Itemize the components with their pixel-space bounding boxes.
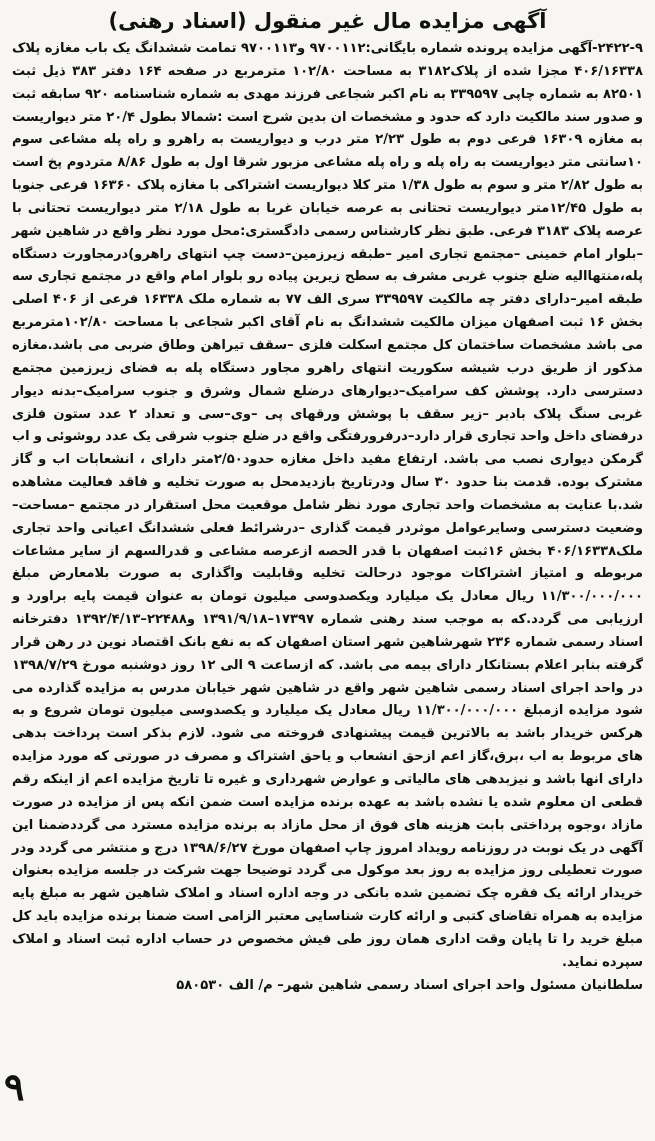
handwritten-page-number: ۹: [4, 1064, 25, 1109]
notice-body: ۲۴۲۲-۹-آگهی مزایده پرونده شماره بایگانی:۹۷۰۰۱۱۲ و۹۷۰۰۱۱۳ تمامت ششدانگ یک باب مغازه پلاک ۴۰۶/۱۶۳۳۸ مجزا شده از پلاک۳۱۸۲ به مساحت ۱۰۲/۸۰ مترمربع در صفحه ۱۶۴ دفتر ۳۸۳ ذیل ثبت ۸۲۵۰۱ به شماره چاپی ۳۳۹۵۹۷ به نام اکبر شجاعی فرزند مهدی به شماره شناسنامه ۹۲۰ سابقه ثبت و صدور سند مالکیت دارد که حدود و مشخصات ان بدین شرح است :شمالا بطول ۲۰/۴ متر دیواریست به مغازه ۱۶۳۰۹ فرعی دوم به طول ۲/۲۳ متر درب و دیواریست به راهرو و راه پله مشاعی سوم ۱۰سانتی متر دیواریست به راه پله و راه پله مشاعی مزبور شرقا اول به طول ۸/۸۶ متردوم پخ است به طول ۲/۸۲ متر و سوم به طول ۱/۳۸ متر کلا دیواریست اشتراکی با مغازه پلاک ۱۶۳۶۰ فرعی جنوبا به طول ۱۲/۴۵متر دیواریست تحتانی به عرصه خیابان غربا به طول ۲/۱۸ متر دیواریست تحتانی با عرصه پلاک ۳۱۸۳ فرعی. طبق نظر کارشناس رسمی دادگستری:محل مورد نظر واقع در شاهین شهر –بلوار امام خمینی –مجتمع تجاری امیر –طبقه زیرزمین–دست چپ انتهای راهرو)درمجاورت دستگاه پله،منتهاالیه ضلع جنوب غربی مشرف به سطح زیرین پیاده رو بلوار امام واقع در مجتمع تجاری سه طبقه امیر–دارای دفتر چه مالکیت ۳۳۹۵۹۷ سری الف ۷۷ به شماره ملک ۱۶۳۳۸ فرعی از ۴۰۶ اصلی بخش ۱۶ ثبت اصفهان میزان مالکیت ششدانگ به نام آقای اکبر شجاعی با مساحت ۱۰۲/۸۰مترمربع می باشد مشخصات ساختمان کل مجتمع اسکلت فلزی –سقف تیراهن وطاق ضربی می باشد.مغازه مذکور از طریق درب شیشه سکوریت انتهای راهرو مجاور دستگاه پله به فضای زیرزمین مجتمع دسترسی دارد. پوشش کف سرامیک–دیوارهای درضلع شمال وشرق و جنوب سرامیک–بدنه دیوار غربی سنگ پلاک بادبر –زیر سقف با پوشش ورقهای پی –وی–سی و تعداد ۲ عدد ستون فلزی درفضای داخل واحد تجاری قرار دارد–درفرورفتگی واقع در ضلع جنوب شرقی یک عدد روشوئی و اب گرمکن دیواری نصب می باشد. ارتفاع مفید داخل مغازه حدود۲/۵۰متر دارای ، انشعابات اب و گاز مشترک بوده. قدمت بنا حدود ۳۰ سال ودرتاریخ بازدیدمحل به صورت تخلیه و فاقد فعالیت مشاهده شد.با عنایت به مشخصات واحد تجاری مورد نظر شامل موقعیت محل استقرار در مجتمع –مساحت–وضعیت دسترسی وسایرعوامل موثردر قیمت گذاری –درشرائط فعلی ششدانگ اعیانی واحد تجاری ملک۴۰۶/۱۶۳۳۸ بخش ۱۶ثبت اصفهان با قدر الحصه ازعرصه مشاعی و قدرالسهم از سایر مشاعات مربوطه و امتیاز اشتراکات موجود درحالت تخلیه وقابلیت واگذاری به صورت بلامعارض مبلغ ۱۱/۳۰۰/۰۰۰/۰۰۰ ریال معادل یک میلیارد ویکصدوسی میلیون تومان به عنوان قیمت پایه براورد و ارزیابی می گردد.که به موجب سند رهنی شماره ۱۷۳۹۷–۱۳۹۱/۹/۱۸ و۲۲۴۸۸–۱۳۹۲/۴/۱۳ دفترخانه اسناد رسمی شماره ۲۳۶ شهرشاهین شهر استان اصفهان که به نفع بانک اقتصاد نوین در رهن قرار گرفته بنابر اعلام بستانکار دارای بیمه می باشد. که ازساعت ۹ الی ۱۲ روز دوشنبه مورخ ۱۳۹۸/۷/۲۹ در واحد اجرای اسناد رسمی شاهین شهر واقع در شاهین شهر خیابان مدرس به مزایده گذارده می شود مزایده ازمبلغ ۱۱/۳۰۰/۰۰۰/۰۰۰ ریال معادل یک میلیارد و یکصدوسی میلیون تومان شروع و به هرکس خریدار باشد به بالاترین قیمت پیشنهادی فروخته می شود. لازم بذکر است پرداخت بدهی های مربوط به اب ،برق،گاز اعم ازحق انشعاب و یاحق اشتراک و مصرف در صورتی که مورد مزایده دارای انها باشد و نیزبدهی های مالیاتی و عوارض شهرداری و غیره تا تاریخ مزایده اعم از اینکه رقم قطعی ان معلوم شده یا نشده باشد به عهده برنده مزایده است ضمن انکه پس از مزایده در صورت مازاد ،وجوه پرداختی بابت هزینه های فوق از محل مازاد به برنده مزایده مسترد می گرددضمنا این آگهی در یک نوبت در روزنامه رویداد امروز چاپ اصفهان مورخ ۱۳۹۸/۶/۲۷ درج و منتشر می گردد ودر صورت تعطیلی روز مزایده به روز بعد موکول می گردد توضیحا جهت شرکت در جلسه مزایده بعنوان خریدار ارائه یک فقره چک تضمین شده بانکی در وجه اداره اسناد و املاک شاهین شهر به مبلغ پایه مزایده به همراه تقاضای کتبی و ارائه کارت شناسایی معتبر الزامی است ضمنا برنده مزایده باید کل مبلغ خرید را تا پایان وقت اداری همان روز طی فیش مخصوص در حساب اداره ثبت اسناد و املاک سپرده نماید.: [12, 41, 644, 970]
notice-title: آگهی مزایده مال غیر منقول (اسناد رهنی): [108, 9, 547, 33]
notice-signature: سلطانیان مسئول واحد اجرای اسناد رسمی شاهین شهر– م/ الف ۵۸۰۵۳۰: [176, 977, 643, 993]
